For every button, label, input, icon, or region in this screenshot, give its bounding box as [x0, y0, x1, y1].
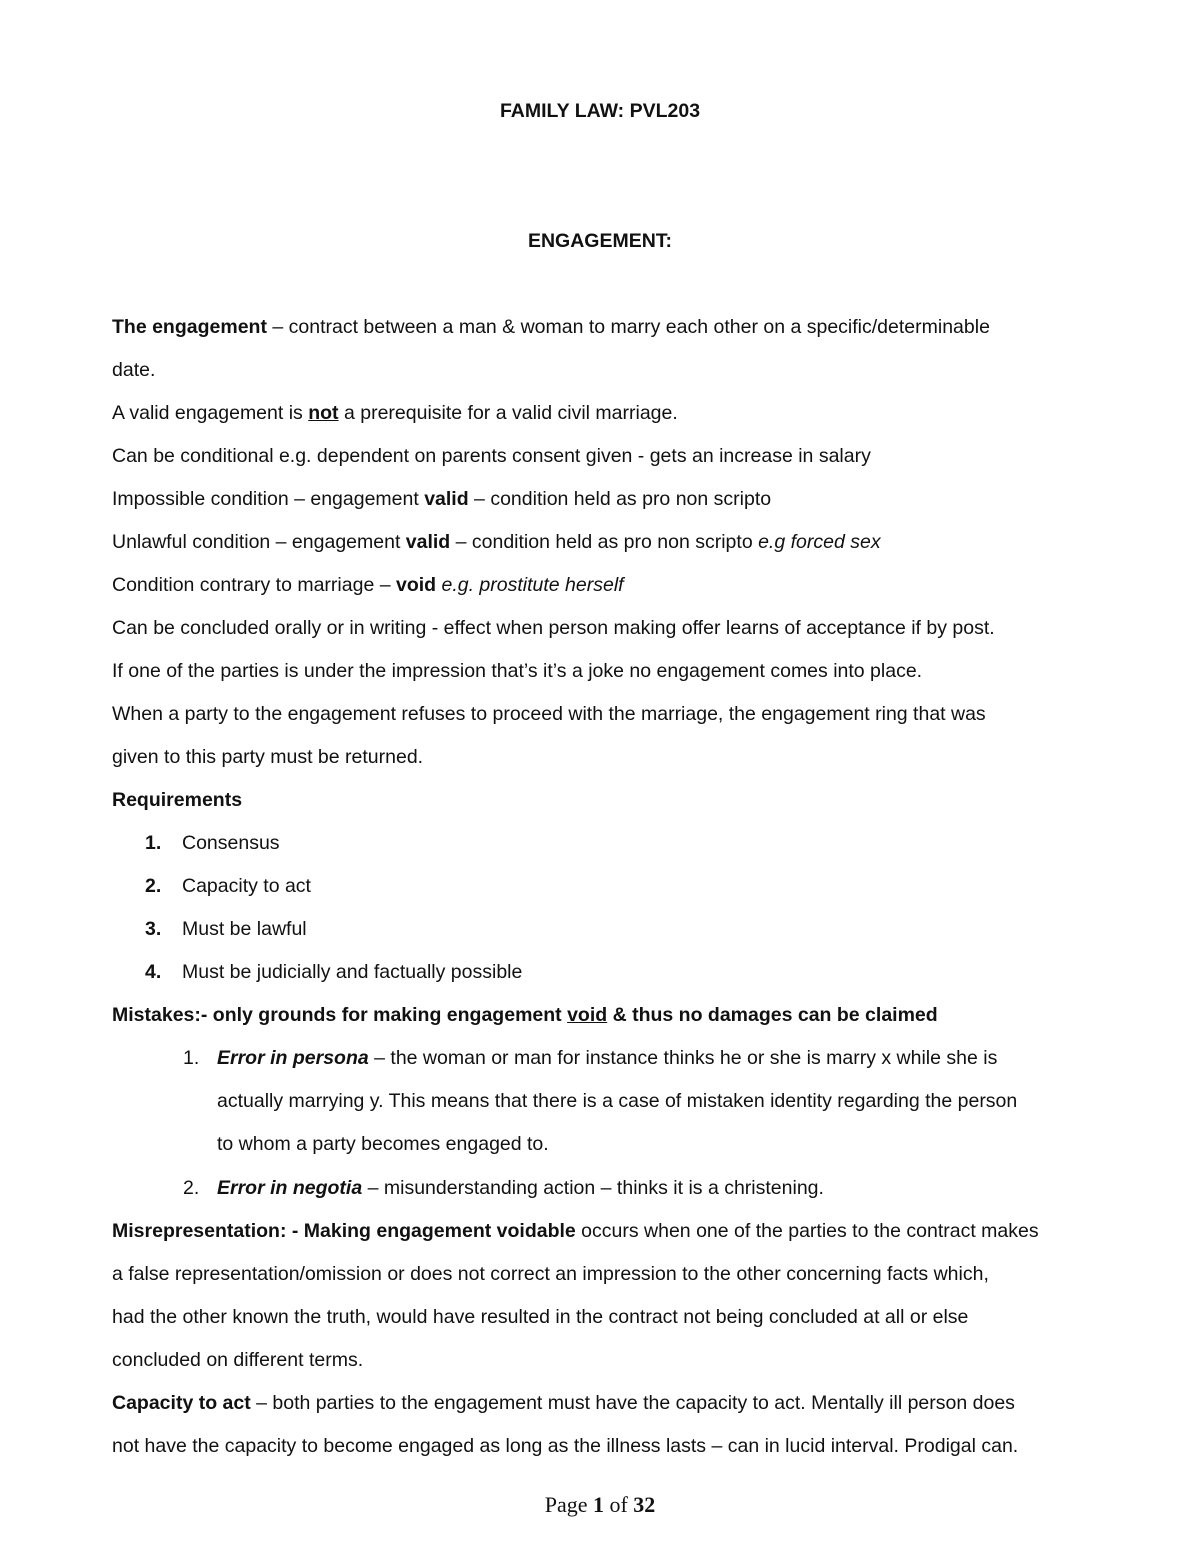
unlawful-condition-line: Unlawful condition – engagement valid – condition held as pro non scripto e.g forced sex: [112, 531, 881, 553]
capacity-line-2: not have the capacity to become engaged as long as the illness lasts – can in lucid interval. Prodigal can.: [112, 1435, 1019, 1457]
list-item: 2. Capacity to act: [145, 875, 311, 897]
requirements-heading: Requirements: [112, 789, 243, 811]
emphasis-not: not: [308, 402, 339, 424]
page-total: 32: [633, 1492, 656, 1517]
orally-line: Can be concluded orally or in writing - effect when person making offer learns of acceptance if by post.: [112, 617, 995, 639]
ring-line-1: When a party to the engagement refuses to proceed with the marriage, the engagement ring that was: [112, 703, 986, 725]
definition-line: The engagement – contract between a man & woman to marry each other on a specific/determinable: [112, 316, 990, 338]
misrepresentation-line-3: had the other known the truth, would have resulted in the contract not being concluded at all or else: [112, 1306, 969, 1328]
valid-engagement-line: A valid engagement is not a prerequisite for a valid civil marriage.: [112, 402, 678, 424]
page-number: 1: [592, 1492, 604, 1517]
list-item: 1. Consensus: [145, 832, 280, 854]
mistakes-heading: Mistakes:- only grounds for making engagement void & thus no damages can be claimed: [112, 1004, 938, 1026]
document-title: FAMILY LAW: PVL203: [499, 100, 701, 122]
misrepresentation-line-4: concluded on different terms.: [112, 1349, 364, 1371]
ring-line-2: given to this party must be returned.: [112, 746, 424, 768]
misrepresentation-line-2: a false representation/omission or does not correct an impression to the other concerning facts which,: [112, 1263, 989, 1285]
definition-term: The engagement: [112, 316, 267, 338]
joke-line: If one of the parties is under the impression that’s it’s a joke no engagement comes into place.: [112, 660, 923, 682]
capacity-line-1: Capacity to act – both parties to the engagement must have the capacity to act. Mentally ill person does: [112, 1392, 1015, 1414]
conditional-line: Can be conditional e.g. dependent on parents consent given - gets an increase in salary: [112, 445, 871, 467]
mistake-item-2: 2. Error in negotia – misunderstanding action – thinks it is a christening.: [183, 1177, 824, 1199]
definition-continued: date.: [112, 359, 156, 381]
impossible-condition-line: Impossible condition – engagement valid – condition held as pro non scripto: [112, 488, 772, 510]
section-heading: ENGAGEMENT:: [527, 230, 673, 252]
mistake-item-1: 1. Error in persona – the woman or man for instance thinks he or she is marry x while she is: [183, 1047, 998, 1069]
misrepresentation-line-1: Misrepresentation: - Making engagement voidable occurs when one of the parties to the contract makes: [112, 1220, 1039, 1242]
page-footer: Page 1 of 32: [544, 1492, 656, 1517]
list-item: 3. Must be lawful: [145, 918, 307, 940]
list-item: 4. Must be judicially and factually possible: [145, 961, 523, 983]
mistake-item-1-line-2: actually marrying y. This means that there is a case of mistaken identity regarding the person: [217, 1090, 1018, 1112]
contrary-condition-line: Condition contrary to marriage – void e.g. prostitute herself: [112, 574, 624, 596]
mistake-item-1-line-3: to whom a party becomes engaged to.: [217, 1133, 549, 1155]
